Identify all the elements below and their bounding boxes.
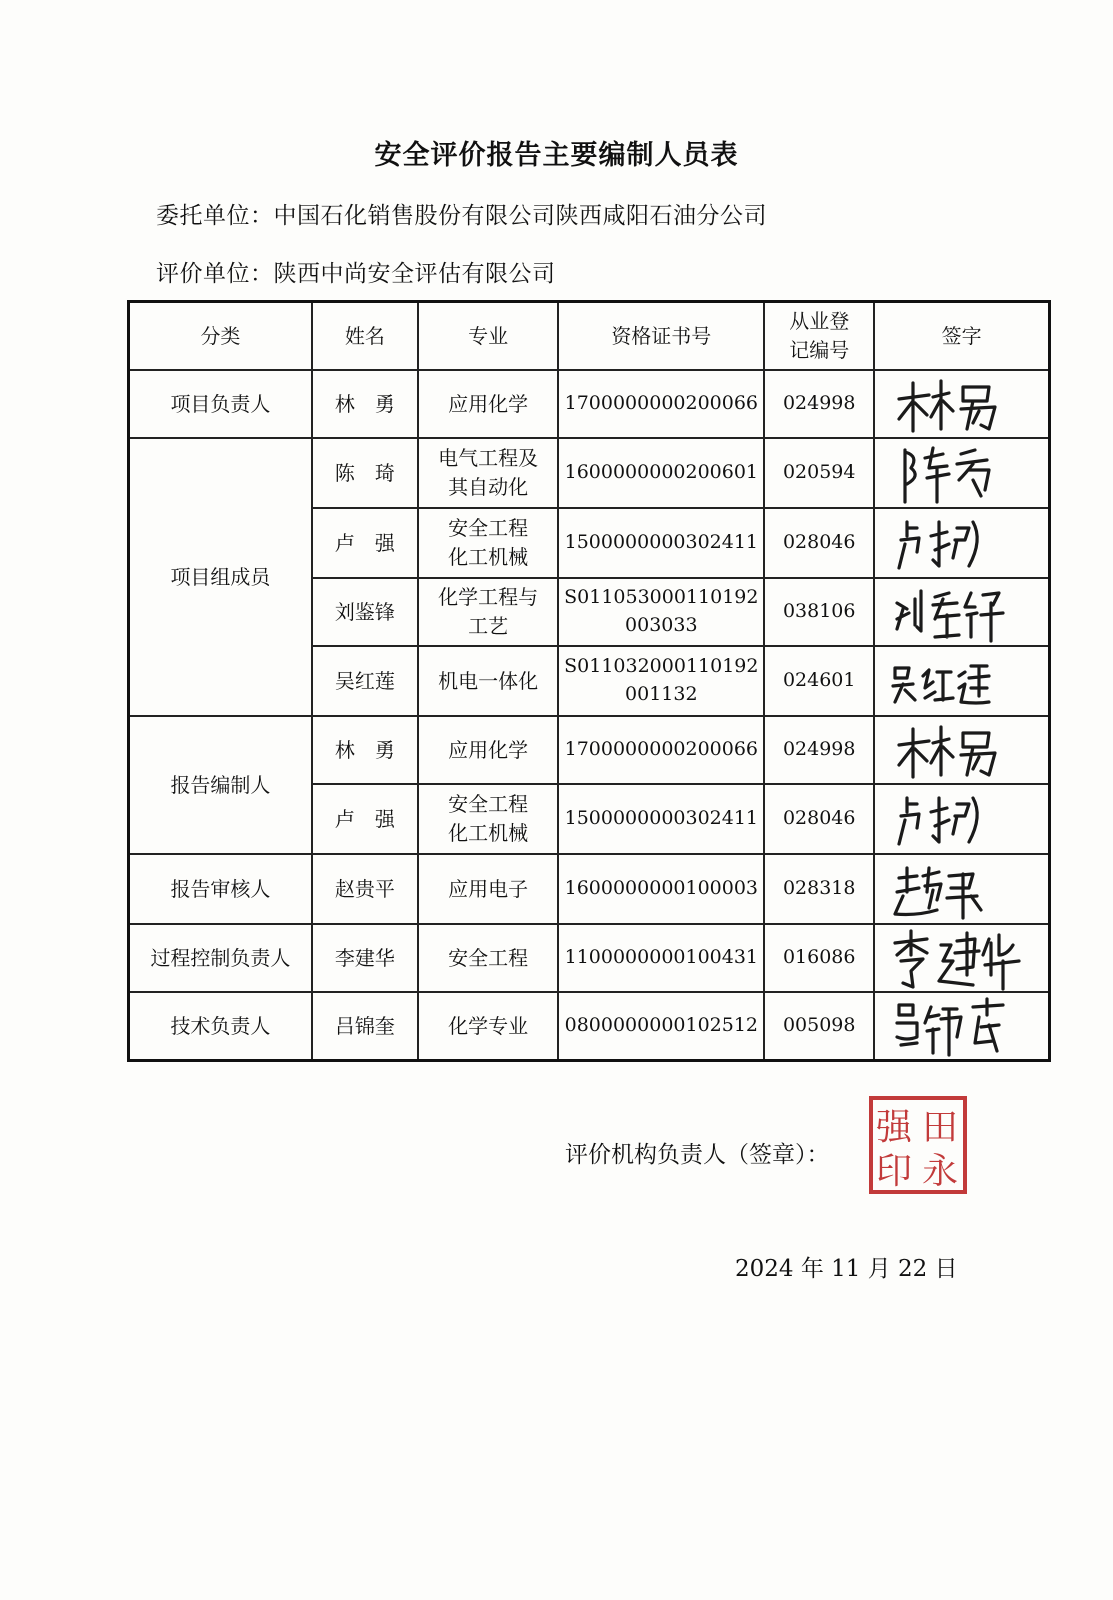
reg-cell: 038106 xyxy=(764,578,874,646)
name-cell: 赵贵平 xyxy=(312,854,418,924)
major-line: 化学专业 xyxy=(448,1013,529,1038)
cert-line: 001132 xyxy=(625,683,698,705)
header-reg-line1: 从业登 xyxy=(789,309,850,333)
name-cell: 李建华 xyxy=(312,924,418,992)
name-cell: 卢 强 xyxy=(312,508,418,578)
signature-cell xyxy=(874,854,1049,924)
major-cell xyxy=(418,438,559,508)
cert-cell: 1700000000200066 xyxy=(558,370,764,438)
major-cell xyxy=(418,508,559,578)
signature-cell xyxy=(874,508,1049,578)
handwritten-signature-lu-qiang xyxy=(877,510,1047,576)
cert-line: S011032000110192 xyxy=(564,655,759,678)
cert-cell: 1600000000200601 xyxy=(558,438,764,508)
seal-char: 强 xyxy=(876,1107,913,1148)
header-major: 专业 xyxy=(418,302,559,371)
evaluator-unit: 评价单位：陕西中尚安全评估有限公司 xyxy=(156,261,556,287)
client-unit: 委托单位：中国石化销售股份有限公司陕西咸阳石油分公司 xyxy=(156,203,767,229)
cert-cell xyxy=(558,578,764,646)
name-cell: 卢 强 xyxy=(312,784,418,854)
major-cell xyxy=(418,646,559,716)
table-row xyxy=(129,854,1050,924)
signature-cell xyxy=(874,438,1049,508)
cert-cell: 1500000000302411 xyxy=(558,784,764,854)
name-cell: 陈 琦 xyxy=(312,438,418,508)
table-row xyxy=(129,924,1050,992)
major-line: 化工机械 xyxy=(448,545,529,569)
signature-cell xyxy=(874,784,1049,854)
cert-cell: 1500000000302411 xyxy=(558,508,764,578)
reg-cell: 028318 xyxy=(764,854,874,924)
header-cert: 资格证书号 xyxy=(558,302,764,371)
major-line: 机电一体化 xyxy=(438,668,539,693)
signature-cell xyxy=(874,646,1049,716)
handwritten-signature-li-jianhua xyxy=(877,925,1047,991)
cert-cell: 1600000000100003 xyxy=(558,854,764,924)
name-cell: 刘鉴锋 xyxy=(312,578,418,646)
signature-cell xyxy=(874,716,1049,784)
major-cell xyxy=(418,578,559,646)
red-seal-stamp xyxy=(868,1095,968,1195)
category-cell: 报告编制人 xyxy=(129,716,312,854)
major-cell xyxy=(418,370,559,438)
major-line: 其自动化 xyxy=(448,475,529,499)
cert-line: 003033 xyxy=(625,614,698,636)
table-row xyxy=(129,992,1050,1061)
header-signature: 签字 xyxy=(874,302,1049,371)
major-line: 安全工程 xyxy=(448,516,529,540)
header-reg-line2: 记编号 xyxy=(789,338,850,362)
category-cell: 技术负责人 xyxy=(129,992,312,1061)
reg-cell: 028046 xyxy=(764,508,874,578)
category-cell: 项目组成员 xyxy=(129,438,312,716)
name-cell: 吴红莲 xyxy=(312,646,418,716)
reg-cell: 016086 xyxy=(764,924,874,992)
header-reg xyxy=(764,302,874,371)
major-line: 应用电子 xyxy=(448,876,529,901)
major-cell xyxy=(418,784,559,854)
category-cell: 项目负责人 xyxy=(129,370,312,438)
major-cell xyxy=(418,992,559,1061)
handwritten-signature-lin-yong xyxy=(877,371,1047,437)
major-line: 安全工程 xyxy=(448,945,529,970)
handwritten-signature-wu-honglian xyxy=(877,648,1047,714)
name-cell: 林 勇 xyxy=(312,716,418,784)
document-date: 2024 年 11 月 22 日 xyxy=(735,1256,958,1282)
major-cell xyxy=(418,716,559,784)
reg-cell: 024601 xyxy=(764,646,874,716)
seal-char: 永 xyxy=(922,1151,959,1192)
header-name: 姓名 xyxy=(312,302,418,371)
table-header-row xyxy=(129,302,1050,371)
reg-cell: 024998 xyxy=(764,716,874,784)
major-line: 化学工程与 xyxy=(438,585,539,609)
staff-table xyxy=(127,300,1051,1062)
seal-char: 田 xyxy=(922,1107,959,1148)
table-row xyxy=(129,370,1050,438)
category-cell: 过程控制负责人 xyxy=(129,924,312,992)
major-line: 应用化学 xyxy=(448,391,529,416)
seal-char: 印 xyxy=(876,1151,913,1192)
cert-line: S011053000110192 xyxy=(564,586,759,609)
cert-cell: 1700000000200066 xyxy=(558,716,764,784)
page-title: 安全评价报告主要编制人员表 xyxy=(374,140,739,171)
table-row xyxy=(129,716,1050,784)
handwritten-signature-liu-jianfeng xyxy=(877,579,1047,645)
signature-cell xyxy=(874,370,1049,438)
org-head-signature-label: 评价机构负责人（签章）： xyxy=(565,1142,830,1168)
handwritten-signature-lv-jinkui xyxy=(877,993,1047,1059)
signature-cell xyxy=(874,924,1049,992)
reg-cell: 020594 xyxy=(764,438,874,508)
handwritten-signature-zhao-guiping xyxy=(877,856,1047,922)
major-line: 安全工程 xyxy=(448,792,529,816)
cert-cell: 1100000000100431 xyxy=(558,924,764,992)
cert-cell: 0800000000102512 xyxy=(558,992,764,1061)
signature-cell xyxy=(874,578,1049,646)
name-cell: 林 勇 xyxy=(312,370,418,438)
handwritten-signature-lu-qiang xyxy=(877,786,1047,852)
table-row xyxy=(129,438,1050,508)
major-line: 电气工程及 xyxy=(438,446,539,470)
major-line: 应用化学 xyxy=(448,737,529,762)
major-line: 工艺 xyxy=(468,614,509,638)
handwritten-signature-lin-yong xyxy=(877,717,1047,783)
reg-cell: 024998 xyxy=(764,370,874,438)
name-cell: 吕锦奎 xyxy=(312,992,418,1061)
header-category: 分类 xyxy=(129,302,312,371)
handwritten-signature-chen-qi xyxy=(877,440,1047,506)
cert-cell xyxy=(558,646,764,716)
reg-cell: 028046 xyxy=(764,784,874,854)
category-cell: 报告审核人 xyxy=(129,854,312,924)
major-cell xyxy=(418,854,559,924)
signature-cell xyxy=(874,992,1049,1061)
reg-cell: 005098 xyxy=(764,992,874,1061)
major-cell xyxy=(418,924,559,992)
major-line: 化工机械 xyxy=(448,821,529,845)
